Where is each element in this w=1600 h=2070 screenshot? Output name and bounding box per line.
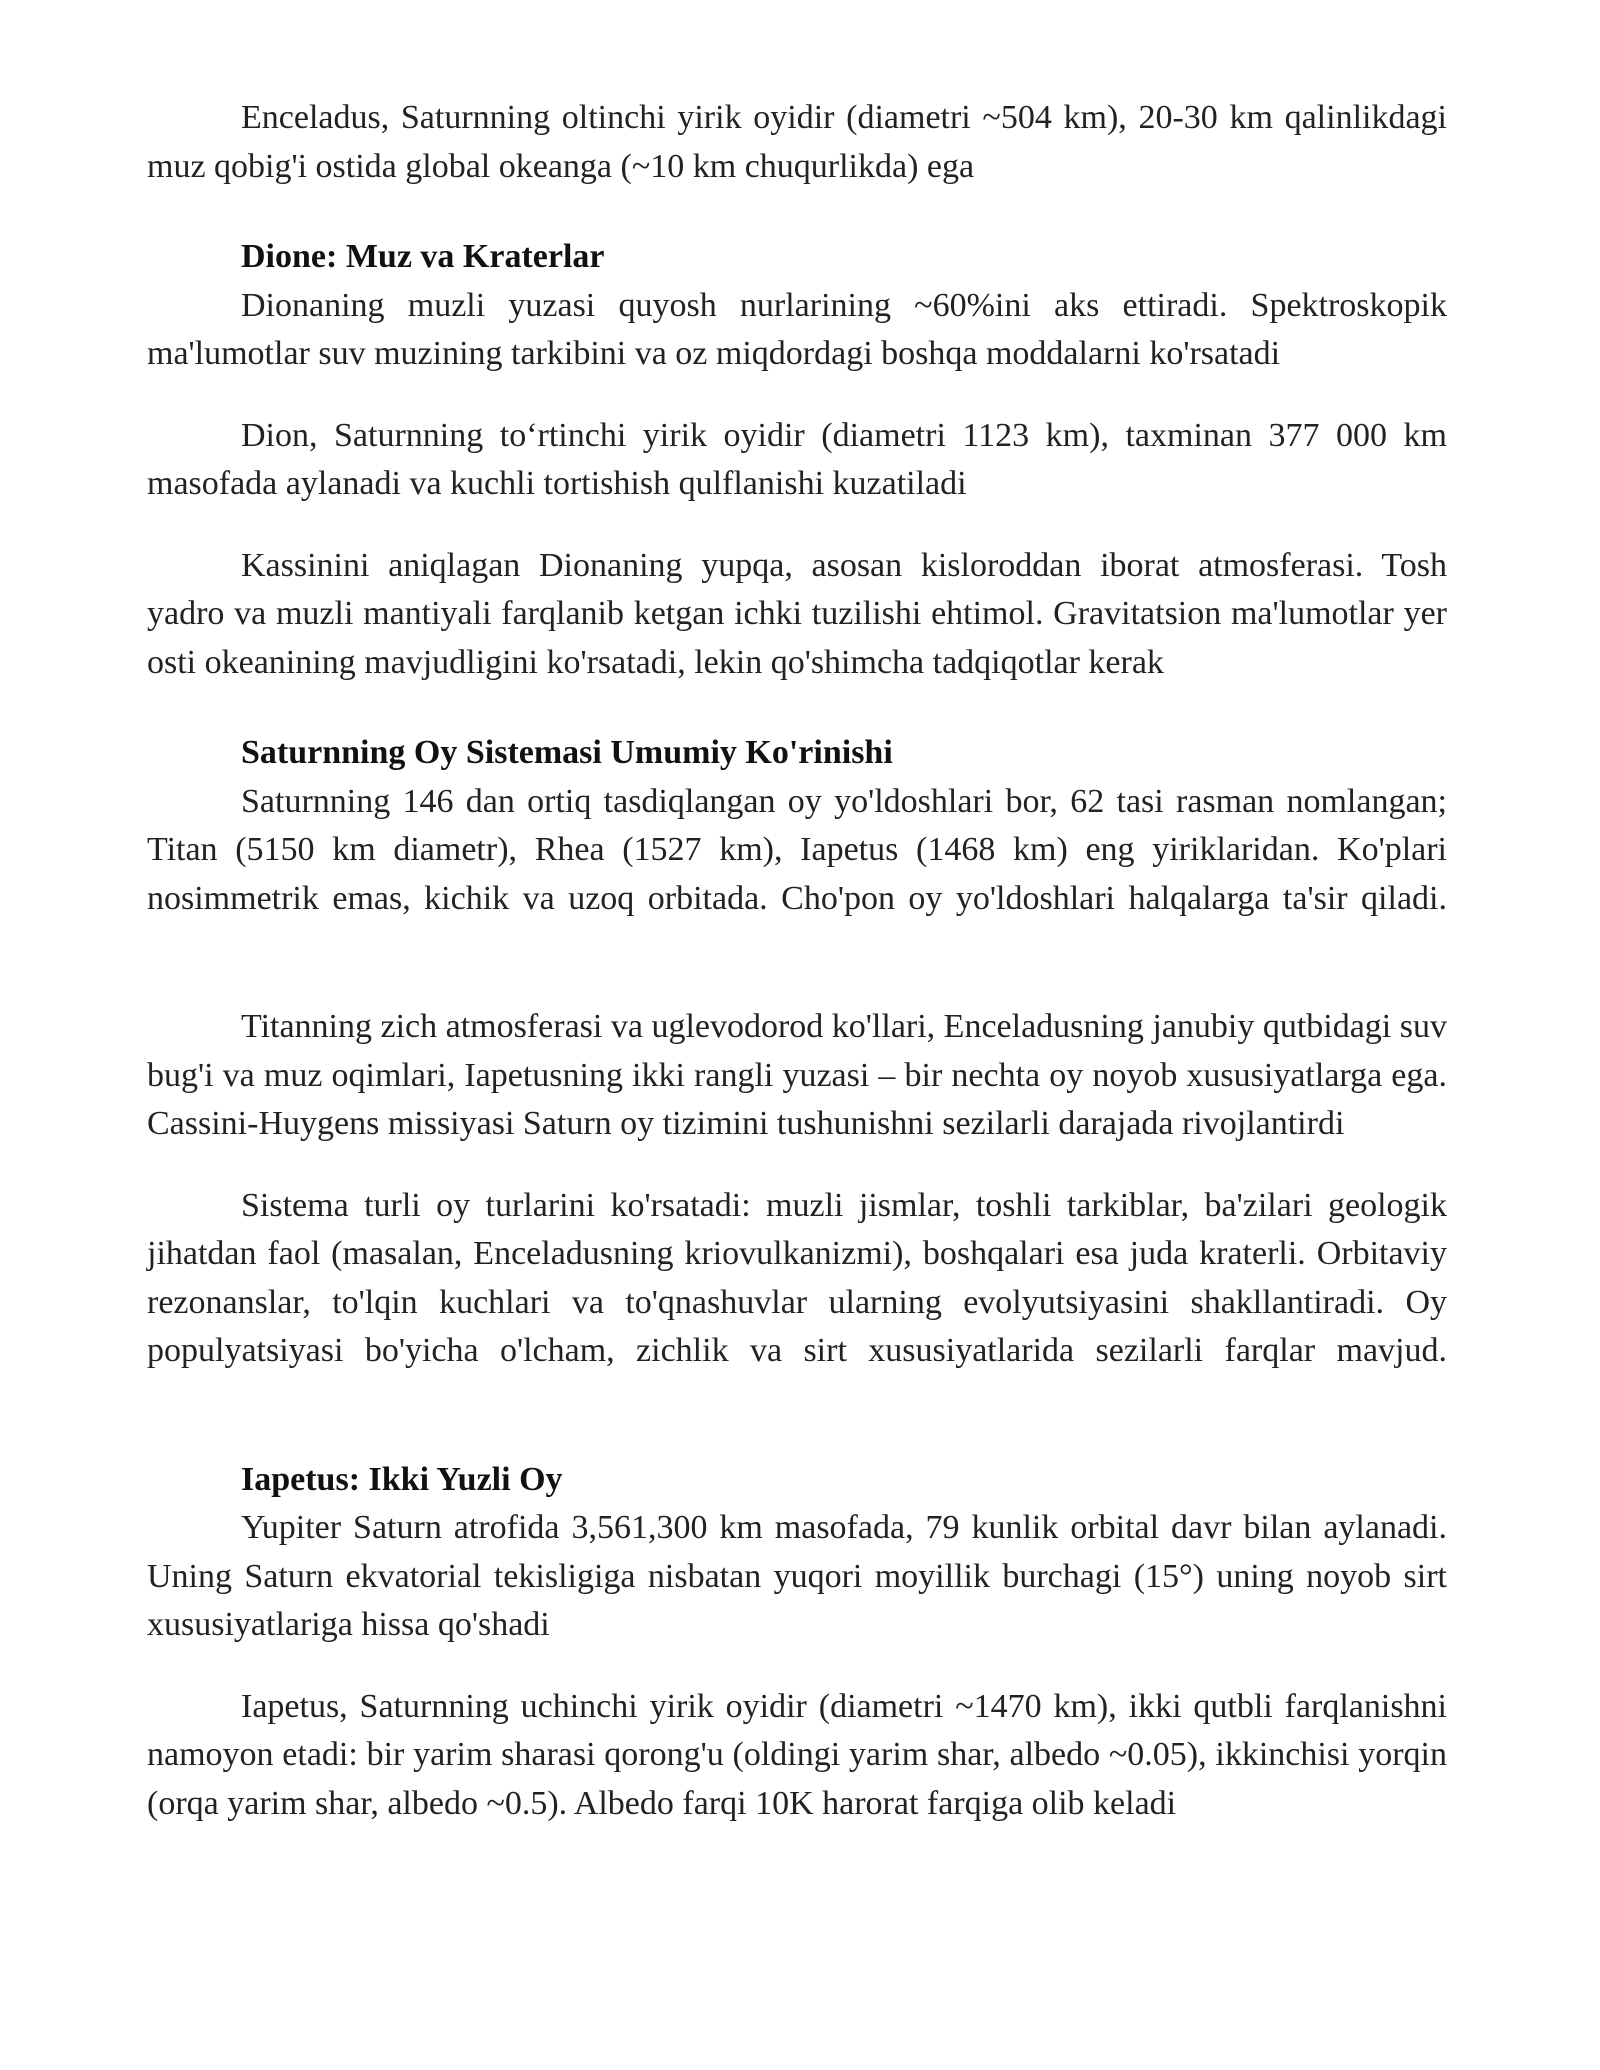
document-page — [147, 94, 1447, 1828]
paragraph-overview-features: Titanning zich atmosferasi va uglevodorod ko'llari, Enceladusning janubiy qutbidagi suv bug'i va muz oqimlari, Iapetusning ikki rangli yuzasi – bir nechta oy noyob xususiyatlarga ega. Cassini-Huygens missiyasi Saturn oy tizimini tushunishni sezilarli darajada rivojlantirdi — [147, 1008, 1447, 1142]
paragraph-dione-atmosphere: Kassinini aniqlagan Dionaning yupqa, asosan kisloroddan iborat atmosferasi. Tosh yadro va muzli mantiyali farqlanib ketgan ichki tuzilishi ehtimol. Gravitatsion ma'lumotlar yer osti okeanining mavjudligini ko'rsatadi, lekin qo'shimcha tadqiqotlar kerak — [147, 546, 1447, 681]
heading-iapetus: Iapetus: Ikki Yuzli Oy — [241, 1460, 563, 1498]
paragraph-iapetus-albedo: Iapetus, Saturnning uchinchi yirik oyidir (diametri ~1470 km), ikki qutbli farqlanishni namoyon etadi: bir yarim sharasi qorong'u (oldingi yarim shar, albedo ~0.05), ikkinchisi yorqin (orqa yarim shar, albedo ~0.5). Albedo farqi 10K harorat farqiga olib keladi — [147, 1687, 1447, 1822]
paragraph-iapetus-orbit: Yupiter Saturn atrofida 3,561,300 km masofada, 79 kunlik orbital davr bilan aylanadi. Uning Saturn ekvatorial tekisligiga nisbatan yuqori moyillik burchagi (15°) uning noyob sirt xususiyatlariga hissa qo'shadi — [147, 1509, 1447, 1643]
paragraph-enceladus-ocean: Enceladus, Saturnning oltinchi yirik oyidir (diametri ~504 km), 20-30 km qalinlikdagi muz qobig'i ostida global okeanga (~10 km chuqurlikda) ega — [147, 99, 1447, 185]
heading-dione: Dione: Muz va Kraterlar — [241, 238, 605, 275]
paragraph-dione-orbit: Dion, Saturnning to‘rtinchi yirik oyidir (diametri 1123 km), taxminan 377 000 km masofada aylanadi va kuchli tortishish qulflanishi kuzatiladi — [147, 416, 1447, 502]
paragraph-overview-system: Sistema turli oy turlarini ko'rsatadi: muzli jismlar, toshli tarkiblar, ba'zilari geologik jihatdan faol (masalan, Enceladusning kriovulkanizmi), boshqalari esa juda kraterli. Orbitaviy rezonanslar, to'lqin kuchlari va to'qnashuvlar ularning evolyutsiyasini shakllantiradi. Oy populyatsiyasi bo'yicha o'lcham, zichlik va sirt xususiyatlarida sezilarli farqlar mavjud. — [147, 1186, 1447, 1369]
paragraph-dione-surface: Dionaning muzli yuzasi quyosh nurlarining ~60%ini aks ettiradi. Spektroskopik ma'lumotlar suv muzining tarkibini va oz miqdordagi boshqa moddalarni ko'rsatadi — [147, 286, 1447, 372]
paragraph-overview-moons: Saturnning 146 dan ortiq tasdiqlangan oy yo'ldoshlari bor, 62 tasi rasman nomlangan; Titan (5150 km diametr), Rhea (1527 km), Iapetus (1468 km) eng yiriklaridan. Ko'plari nosimmetrik emas, kichik va uzoq orbitada. Cho'pon oy yo'ldoshlari halqalarga ta'sir qiladi. — [147, 782, 1447, 917]
heading-overview: Saturnning Oy Sistemasi Umumiy Ko'rinishi — [241, 734, 893, 771]
